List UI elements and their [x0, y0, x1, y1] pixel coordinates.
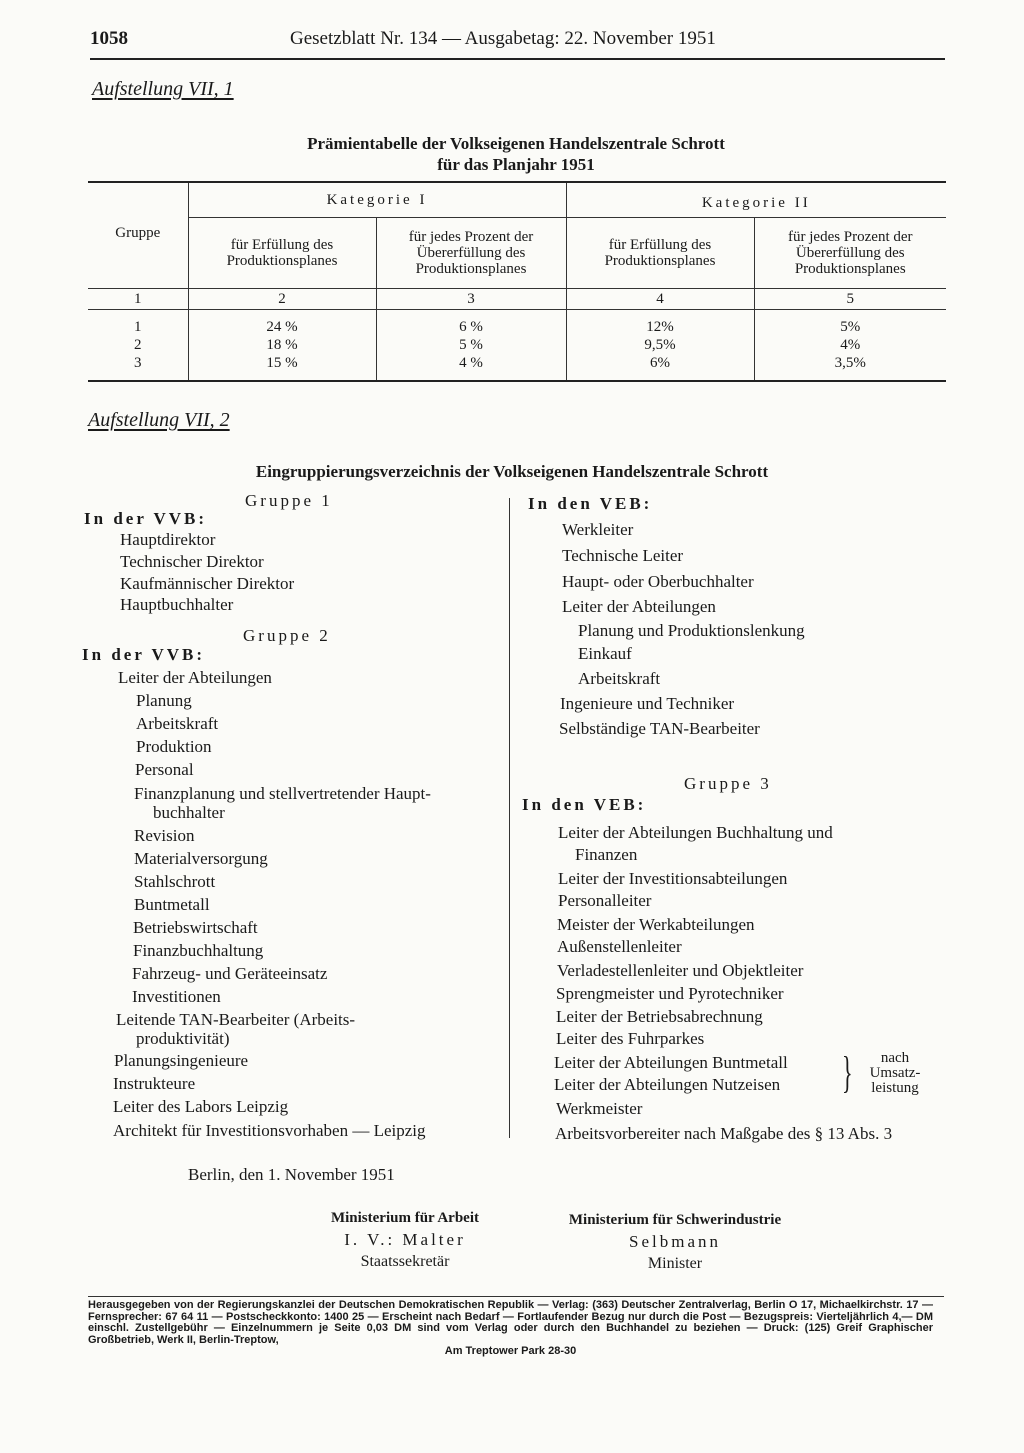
signatory-name: Selbmann	[629, 1232, 721, 1251]
header-divider	[90, 58, 945, 60]
bracket-note-line: leistung	[871, 1080, 919, 1096]
cell-k1-overfulfilment: 6 %	[376, 310, 566, 337]
list-item: Fahrzeug- und Geräteeinsatz	[132, 964, 328, 983]
list-item: Leiter der Abteilungen	[118, 668, 272, 687]
cell-k1-fulfilment: 24 %	[188, 310, 376, 337]
list-item: Hauptbuchhalter	[120, 595, 234, 614]
signature-block-right	[540, 1209, 810, 1275]
institution-heading: In der VVB:	[84, 509, 208, 528]
cell-gruppe: 3	[88, 354, 188, 381]
list-item: Leiter der Betriebsabrechnung	[556, 1007, 763, 1026]
table-header-gruppe: Gruppe	[88, 182, 188, 289]
premium-table	[88, 181, 946, 382]
list-item: Selbständige TAN-Bearbeiter	[559, 719, 760, 738]
list-item: Planung	[136, 691, 192, 710]
list-item: produktivität)	[136, 1029, 230, 1048]
list-item: Planungsingenieure	[114, 1051, 249, 1070]
bracket-note-line: Umsatz-	[869, 1065, 921, 1081]
list-item: Arbeitskraft	[578, 669, 661, 688]
list-item: buchhalter	[153, 803, 225, 822]
signatory-title: Staatssekretär	[360, 1253, 450, 1270]
cell-gruppe: 2	[134, 337, 142, 353]
list-item: Werkleiter	[562, 520, 634, 539]
list-item: Arbeitskraft	[136, 714, 219, 733]
cell-k2-fulfilment: 9,5%	[566, 336, 754, 354]
list-item: Ingenieure und Techniker	[560, 694, 735, 713]
list-item: Verladestellenleiter und Objektleiter	[557, 961, 804, 980]
table-header-k1-fulfilment: für Erfüllung des Produktionsplanes	[188, 218, 376, 289]
premium-table-title-line2: für das Planjahr 1951	[437, 155, 595, 174]
list-item: Leiter des Fuhrparkes	[556, 1029, 705, 1048]
list-item: Finanzplanung und stellvertretender Haupt-	[134, 784, 431, 803]
column-number: 3	[376, 289, 566, 310]
imprint-text: Herausgegeben von der Regierungskanzlei der Deutschen Demokratischen Republik — Verlag: (363) Deutscher Zentralverlag, Berlin O 17, Michaelkirchstr. 17 — Fernsprecher: 67 64 11 — Postscheckkonto: 1400 25 — Erscheint nach Bedarf — Fortlaufender Bezug nur durch die Post — Bezugspreis: Vierteljährlich 4,— DM einschl. Zustellgebühr — Einzelnummern je Seite 0,03 DM sind vom Verlag oder durch den Buchhandel zu beziehen — Druck: (125) Greif Graphischer Großbetrieb, Werk II, Berlin-Treptow,	[88, 1299, 933, 1346]
list-item: Werkmeister	[556, 1099, 643, 1118]
table-row	[88, 310, 946, 337]
cell-k2-fulfilment: 6%	[566, 354, 754, 381]
list-item: Leiter der Abteilungen Buchhaltung und	[558, 823, 833, 842]
list-item: Haupt- oder Oberbuchhalter	[562, 572, 754, 591]
group-heading: Gruppe 2	[243, 626, 331, 645]
list-item: Revision	[134, 826, 195, 845]
table-header-category-2: Kategorie II	[566, 182, 946, 218]
institution-heading: In den VEB:	[522, 795, 647, 814]
publisher-imprint	[88, 1300, 933, 1358]
column-number: 1	[88, 289, 188, 310]
list-item: Kaufmännischer Direktor	[120, 574, 295, 593]
table-header-k1-overfulfilment: für jedes Prozent der Übererfüllung des Produktionsplanes	[376, 218, 566, 289]
cell-k1-fulfilment: 15 %	[188, 354, 376, 381]
cell-k2-fulfilment: 12%	[566, 310, 754, 337]
list-item: Architekt für Investitionsvorhaben — Leipzig	[113, 1121, 426, 1140]
institution-heading: In der VVB:	[82, 645, 206, 664]
list-item: Leiter der Abteilungen Buntmetall	[554, 1053, 788, 1072]
cell-gruppe: 1	[134, 319, 142, 335]
column-number: 4	[566, 289, 754, 310]
table-row	[88, 354, 946, 381]
column-number: 5	[754, 289, 946, 310]
page-number: 1058	[90, 28, 128, 49]
premium-table-title-line1: Prämientabelle der Volkseigenen Handelszentrale Schrott	[307, 134, 725, 153]
cell-k1-overfulfilment: 5 %	[376, 336, 566, 354]
group-heading: Gruppe 3	[684, 774, 772, 793]
list-item: Personalleiter	[558, 891, 652, 910]
list-item: Leitende TAN-Bearbeiter (Arbeits-	[116, 1010, 356, 1029]
table-header-k2-overfulfilment: für jedes Prozent der Übererfüllung des Produktionsplanes	[754, 218, 946, 289]
list-item: Technische Leiter	[562, 546, 684, 565]
column-divider	[509, 498, 510, 1138]
gazette-header-title: Gesetzblatt Nr. 134 — Ausgabetag: 22. November 1951	[290, 28, 716, 49]
list-item: Hauptdirektor	[120, 530, 216, 549]
list-item: Materialversorgung	[134, 849, 268, 868]
ministry-name: Ministerium für Schwerindustrie	[568, 1212, 782, 1228]
signatory-name: I. V.: Malter	[344, 1230, 466, 1249]
table-row	[88, 336, 946, 354]
institution-heading: In den VEB:	[528, 494, 653, 513]
list-item: Produktion	[136, 737, 212, 756]
place-and-date: Berlin, den 1. November 1951	[188, 1165, 395, 1184]
cell-k1-overfulfilment: 4 %	[376, 354, 566, 381]
list-item: Sprengmeister und Pyrotechniker	[556, 984, 784, 1003]
cell-k2-overfulfilment: 5%	[754, 310, 946, 337]
list-item: Finanzbuchhaltung	[133, 941, 264, 960]
imprint-last-line: Am Treptower Park 28-30	[444, 1345, 577, 1357]
list-item: Technischer Direktor	[120, 552, 264, 571]
list-item: Buntmetall	[134, 895, 210, 914]
bracket-note-line: nach	[880, 1050, 910, 1066]
section-heading-vii-2: Aufstellung VII, 2	[88, 409, 230, 431]
column-number: 2	[188, 289, 376, 310]
table-header-category-1: Kategorie I	[188, 182, 566, 218]
signature-block-left	[290, 1207, 520, 1273]
list-item: Planung und Produktionslenkung	[578, 621, 805, 640]
list-item: Leiter der Abteilungen Nutzeisen	[554, 1075, 781, 1094]
table-header-k2-fulfilment: für Erfüllung des Produktionsplanes	[566, 218, 754, 289]
bracket: }	[842, 1048, 853, 1097]
cell-k1-fulfilment: 18 %	[188, 336, 376, 354]
list-item: Leiter der Abteilungen	[562, 597, 716, 616]
footer-divider	[88, 1296, 944, 1297]
list-item: Leiter der Investitionsabteilungen	[558, 869, 788, 888]
signatory-title: Minister	[647, 1255, 703, 1272]
cell-k2-overfulfilment: 4%	[754, 336, 946, 354]
list-item: Personal	[135, 760, 194, 779]
list-item: Meister der Werkabteilungen	[557, 915, 755, 934]
list-item: Instrukteure	[113, 1074, 196, 1093]
list-item: Einkauf	[578, 644, 632, 663]
bracket-note	[860, 1051, 930, 1096]
premium-table-title	[216, 133, 816, 175]
group-heading: Gruppe 1	[245, 491, 333, 510]
list-item: Investitionen	[132, 987, 221, 1006]
list-item: Stahlschrott	[134, 872, 216, 891]
list-item: Finanzen	[575, 845, 638, 864]
list-item: Arbeitsvorbereiter nach Maßgabe des § 13 Abs. 3	[555, 1124, 893, 1143]
list-item: Außenstellenleiter	[557, 937, 682, 956]
list-item: Betriebswirtschaft	[133, 918, 258, 937]
list-item: Leiter des Labors Leipzig	[113, 1097, 289, 1116]
grouping-list-title: Eingruppierungsverzeichnis der Volkseigenen Handelszentrale Schrott	[255, 462, 769, 481]
ministry-name: Ministerium für Arbeit	[330, 1210, 480, 1226]
cell-k2-overfulfilment: 3,5%	[754, 354, 946, 381]
section-heading-vii-1: Aufstellung VII, 1	[92, 78, 234, 100]
